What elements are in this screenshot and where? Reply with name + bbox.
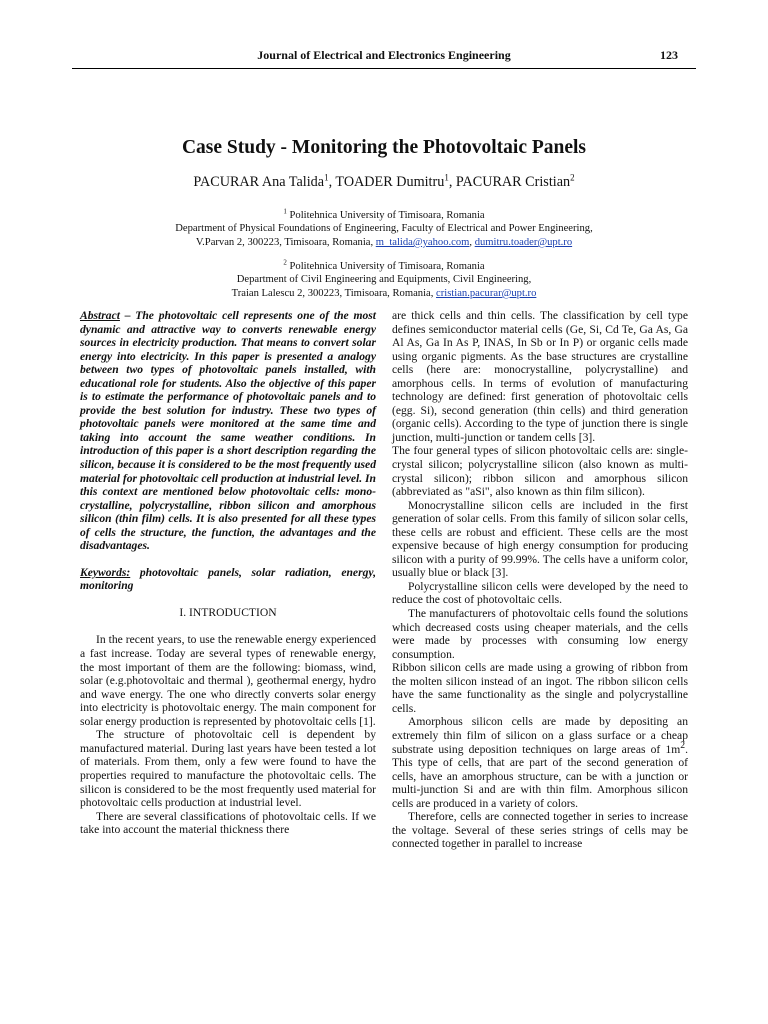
affiliation-marker: 1 (324, 172, 329, 183)
affiliation-university: Politehnica University of Timisoara, Romania (286, 210, 485, 221)
author-separator: , (328, 174, 336, 190)
body-paragraph: Monocrystalline silicon cells are included in the first generation of solar cells. From this family of silicon solar cells, these cells are robust and efficient. These cells are the most expensive because of high energy consumption for producing silicon with a purity of 99.99%. The cells have a uniform color, usually blue or black [3]. (392, 498, 688, 580)
page-number: 123 (660, 48, 678, 62)
body-paragraph: There are several classifications of photovoltaic cells. If we take into account the material thickness there (80, 809, 376, 837)
affiliation-department: Department of Civil Engineering and Equipments, Civil Engineering, (236, 274, 532, 286)
address-text: V.Parvan 2, 300223, Timisoara, Romania, (195, 236, 376, 248)
journal-name: Journal of Electrical and Electronics Engineering (257, 48, 511, 62)
right-column (392, 309, 688, 851)
abstract-text: – The photovoltaic cell represents one of the most dynamic and attractive way to converts renewable energy sources in electricity production. That means to convert solar energy into electricity. In this paper is presented a analogy between two types of photovoltaic panels installed, with educational role for students. Also the objective of this paper is to estimate the performance of photovoltaic panels and to provide the best solution for industry. These two types of photovoltaic panels were monitored at the same time and taking into account the same weather conditions. In introduction of this paper is a short description regarding the silicon, because it is considered to be the most frequently used material for photovoltaic cell production at industrial level. In this context are mentioned below photovoltaic cells: mono-crystalline, polycrystalline, ribbon silicon and amorphous silicon (thin film) cells. It is also presented for all these types of cells the structure, the function, the advantages and the disadvantages. (80, 309, 376, 553)
author-separator: , (448, 174, 456, 190)
paper-title: Case Study - Monitoring the Photovoltaic Panels (181, 137, 587, 158)
keywords-text: photovoltaic panels, solar radiation, energy, monitoring (80, 565, 376, 593)
left-column (80, 309, 376, 837)
abstract-label: Abstract (80, 309, 120, 322)
author-name: PACURAR Ana Talida (193, 174, 325, 190)
body-paragraph: The four general types of silicon photovoltaic cells are: single-crystal silicon; polycrystalline silicon (also known as multi-crystal silicon); ribbon silicon and amorphous silicon (abbreviated as "aSi", also known as thin film silicon). (392, 444, 688, 499)
superscript: 2 (680, 739, 686, 751)
affiliation-address (72, 287, 696, 300)
affiliation-department: Department of Physical Foundations of Engineering, Faculty of Electrical and Power Engineering, (175, 223, 593, 235)
body-paragraph: The manufacturers of photovoltaic cells found the solutions which decreased costs using cheaper materials, and the cells were made by processes with consuming low energy consumption. (392, 607, 688, 661)
affiliation-marker: 2 (283, 258, 287, 267)
affiliation-address (72, 236, 696, 249)
body-paragraph: Ribbon silicon cells are made using a growing of ribbon from the molten silicon instead of an ingot. The ribbon silicon cells have the same functionality as the single and polycrystalline cells. (392, 661, 688, 715)
author-name: PACURAR Cristian (455, 174, 571, 190)
address-text: Traian Lalescu 2, 300223, Timisoara, Romania, (231, 287, 437, 299)
affiliation-block-1 (72, 209, 696, 249)
keywords-label: Keywords: (80, 565, 131, 579)
body-paragraph: are thick cells and thin cells. The classification by cell type defines semiconductor material cells (Ge, Si, Cd Te, Ga As, Ga Al As, Ga In As P, INAS, In Sb or In P) or organic cells made using organic pigments. As the base structures are crystalline cells (here are: monocrystalline, polycrystalline) and amorphous cells. In terms of evolution of manufacturing technology are defined: first generation of photovoltaic cells (egg. Si), second generation (thin cells) and third generation (organic cells). According to the type of junction there is single junction, multi-junction or tandem cells [3]. (392, 309, 688, 444)
body-paragraph (392, 715, 688, 810)
affiliation-line (72, 260, 696, 273)
author-list (72, 174, 696, 191)
email-link[interactable]: cristian.pacurar@upt.ro (436, 287, 537, 299)
affiliation-marker: 2 (570, 172, 575, 183)
keywords (80, 566, 376, 593)
section-heading: I. INTRODUCTION (179, 605, 277, 619)
email-separator: , (469, 236, 475, 248)
body-paragraph: Therefore, cells are connected together in series to increase the voltage. Several of these series strings of cells may be connected together in parallel to increase (392, 810, 688, 851)
abstract (80, 309, 376, 553)
email-link[interactable]: m_talida@yahoo.com (375, 236, 470, 248)
body-paragraph: In the recent years, to use the renewable energy experienced a fast increase. Today are several types of renewable energy, the most important of them are the following: biomass, wind, solar (e.g.photovoltaic and thermal ), geothermal energy, hydro and wave energy. The one who directly converts solar energy into electricity is photovoltaic energy. The main component for solar energy production is represented by photovoltaic cells [1]. (80, 633, 376, 728)
body-paragraph: The structure of photovoltaic cell is dependent by manufactured material. During last years have been tested a lot of materials. From them, only a few were found to have the properties required to manufacture the photovoltaic cells. The silicon is considered to be the most frequently used material for photovoltaic cells production at industrial level. (80, 728, 376, 810)
affiliation-marker: 1 (283, 207, 287, 216)
affiliation-block-2 (72, 260, 696, 300)
body-paragraph: Polycrystalline silicon cells were developed by the need to reduce the cost of photovoltaic cells. (392, 579, 688, 607)
affiliation-university: Politehnica University of Timisoara, Romania (286, 261, 485, 272)
paragraph-text: . This type of cells, that are part of the second generation of cells, have an amorphous structure, can be with a junction or multi-junction Si and are with thin film. Amorphous silicon cells are produced in a variety of colors. (392, 742, 688, 810)
author-name: TOADER Dumitru (335, 174, 445, 190)
email-link[interactable]: dumitru.toader@upt.ro (474, 236, 573, 248)
running-header (72, 46, 696, 69)
paragraph-text: Amorphous silicon cells are made by depositing an extremely thin film of silicon on a glass surface or a cheap substrate using deposition techniques on large areas of 1m (392, 715, 688, 756)
affiliation-marker: 1 (444, 172, 449, 183)
affiliation-line (72, 209, 696, 222)
